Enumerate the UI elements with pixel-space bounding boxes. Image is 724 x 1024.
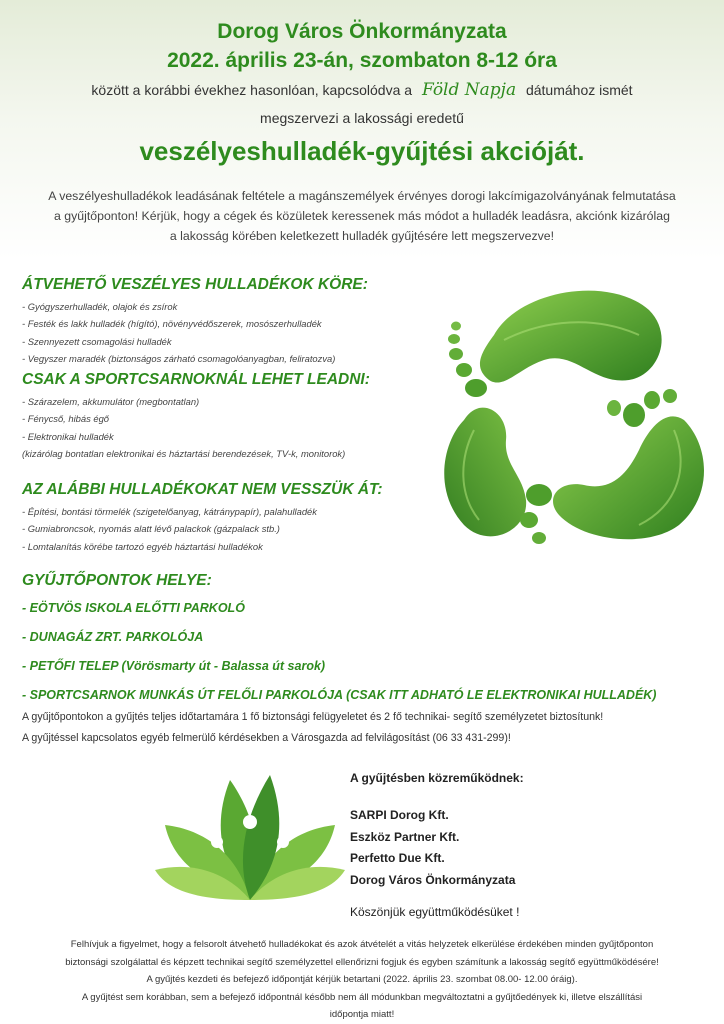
partner-item: Eszköz Partner Kft. bbox=[350, 829, 460, 844]
list-item: - Gumiabroncsok, nyomás alatt lévő palackok (gázpalack stb.) bbox=[22, 523, 280, 535]
intro-line: a gyűjtőponton! Kérjük, hogy a cégek és közületek keressenek más módot a hulladék leadásra, akciónk kizárólag bbox=[54, 209, 670, 223]
sports-only-title: CSAK A SPORTCSARNOKNÁL LEHET LEADNI: bbox=[22, 371, 370, 388]
organizer-title: Dorog Város Önkormányzata bbox=[217, 20, 507, 43]
list-item: - Festék és lakk hulladék (hígító), növényvédőszerek, mosószerhulladék bbox=[22, 318, 322, 330]
footprint-right-icon bbox=[520, 389, 704, 544]
list-item: - Lomtalanítás körébe tartozó egyéb háztartási hulladékok bbox=[22, 540, 263, 552]
list-item: - Fénycső, hibás égő bbox=[22, 413, 110, 425]
footprints-recycle-graphic bbox=[434, 280, 714, 550]
footprint-left-icon bbox=[444, 408, 526, 537]
list-item: - Gyógyszerhulladék, olajok és zsírok bbox=[22, 301, 178, 312]
action-title: veszélyeshulladék-gyűjtési akcióját. bbox=[139, 136, 585, 166]
footer-line: Felhívjuk a figyelmet, hogy a felsorolt átvehető hulladékokat és azok átvételét a vitás helyzetek elkerülése érdekében minden gyűjtőponton bbox=[70, 939, 654, 950]
list-item: - Szennyezett csomagolási hulladék bbox=[22, 335, 172, 347]
location-item: - SPORTCSARNOK MUNKÁS ÚT FELŐLI PARKOLÓJA (CSAK ITT ADHATÓ LE ELEKTRONIKAI HULLADÉK) bbox=[22, 688, 657, 702]
intro-line: A veszélyeshulladékok leadásának feltétele a magánszemélyek érvényes dorogi lakcímigazolványának felmutatása bbox=[48, 189, 676, 203]
note-staff: A gyűjtőpontokon a gyűjtés teljes időtartamára 1 fő biztonsági felügyeletet és 2 fő technikai- segítő személyzetet biztosítunk! bbox=[22, 711, 604, 723]
footer-line: A gyűjtést sem korábban, sem a befejező időpontnál később nem áll módunkban megváltoztatni a gyűjtőedények ki, illetve elszállítási bbox=[81, 991, 643, 1003]
accepted-list bbox=[22, 298, 335, 367]
leaf-logo-icon bbox=[155, 775, 345, 900]
partner-item: SARPI Dorog Kft. bbox=[350, 808, 449, 822]
line3-after: dátumához ismét bbox=[525, 82, 633, 98]
fold-napja-text: Föld Napja bbox=[421, 80, 517, 100]
locations-list bbox=[22, 594, 656, 710]
location-item: - EÖTVÖS ISKOLA ELŐTTI PARKOLÓ bbox=[22, 601, 245, 615]
list-item: - Elektronikai hulladék bbox=[22, 430, 114, 442]
locations-title: GYŰJTŐPONTOK HELYE: bbox=[22, 572, 212, 589]
list-item: - Szárazelem, akkumulátor (megbontatlan) bbox=[22, 396, 200, 407]
location-item: - PETŐFI TELEP (Vörösmarty út - Balassa út sarok) bbox=[22, 659, 326, 673]
note-contact: A gyűjtéssel kapcsolatos egyéb felmerülő kérdésekben a Városgazda ad felvilágosítást (06 33 431-299)! bbox=[22, 732, 511, 744]
intro-paragraph bbox=[20, 186, 704, 246]
partner-item: Dorog Város Önkormányzata bbox=[350, 872, 516, 887]
partner-item: Perfetto Due Kft. bbox=[350, 851, 445, 865]
intro-line: a lakosság körében keletkezett hulladék gyűjtésére lett megszervezve! bbox=[169, 229, 555, 243]
partners-thanks: Köszönjük együttműködésüket ! bbox=[350, 905, 520, 919]
list-item: (kizárólag bontatlan elektronikai és háztartási berendezések, TV-k, monitorok) bbox=[22, 447, 346, 459]
footer-notice bbox=[10, 936, 714, 1024]
partners-block bbox=[350, 771, 524, 919]
footprint-top-icon bbox=[448, 291, 662, 397]
notes bbox=[22, 707, 603, 749]
list-item: - Vegyszer maradék (biztonságos zárható csomagolóanyagban, feliratozva) bbox=[22, 352, 336, 364]
header bbox=[0, 18, 724, 168]
leaf-people-logo bbox=[155, 760, 345, 910]
footer-line: A gyűjtés kezdeti és befejező időpontját kérjük betartani (2022. április 23. szombat 08.00- 12.00 óráig). bbox=[146, 974, 578, 985]
list-item: - Építési, bontási törmelék (szigetelőanyag, kátránypapír), palahulladék bbox=[22, 506, 317, 517]
sports-only-list bbox=[22, 393, 345, 462]
partners-heading: A gyűjtésben közreműködnek: bbox=[350, 771, 524, 785]
footer-line: időpontja miatt! bbox=[329, 1009, 395, 1020]
not-accepted-title: AZ ALÁBBI HULLADÉKOKAT NEM VESSZÜK ÁT: bbox=[22, 481, 383, 498]
header-line-3 bbox=[0, 76, 724, 104]
line3-before: között a korábbi évekhez hasonlóan, kapcsolódva a bbox=[91, 82, 413, 98]
header-line-4: megszervezi a lakossági eredetű bbox=[260, 110, 464, 126]
event-date: 2022. április 23-án, szombaton 8-12 óra bbox=[167, 49, 557, 72]
not-accepted-list bbox=[22, 503, 317, 555]
footer-line: biztonsági szolgálattal és képzett technikai segítő személyzettel ellenőrizni fogjuk és egyben számítunk a lakosság segítő együttműködésére! bbox=[65, 956, 659, 968]
location-item: - DUNAGÁZ ZRT. PARKOLÓJA bbox=[22, 630, 204, 644]
accepted-title: ÁTVEHETŐ VESZÉLYES HULLADÉKOK KÖRE: bbox=[22, 276, 368, 293]
